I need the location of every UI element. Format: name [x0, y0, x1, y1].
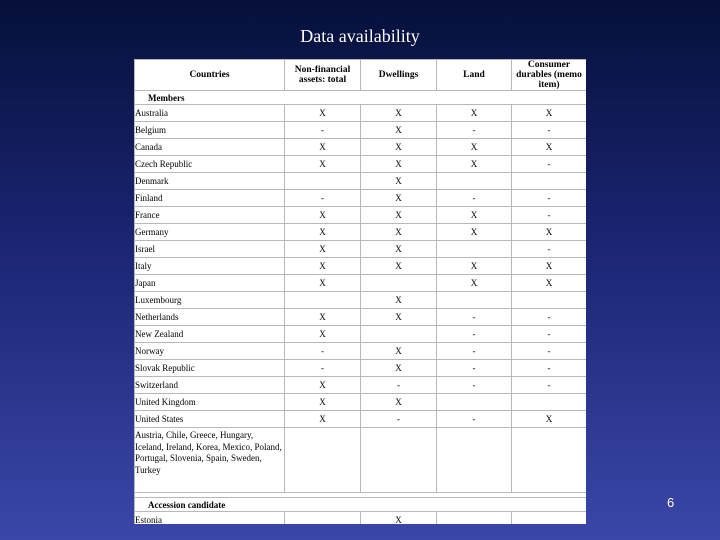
consumer-durables-cell: -	[512, 190, 587, 207]
country-cell: Luxembourg	[135, 292, 285, 309]
table-row	[135, 512, 587, 525]
country-cell: Belgium	[135, 122, 285, 139]
dwellings-cell: X	[361, 343, 437, 360]
non-financial-assets-cell: -	[285, 360, 361, 377]
land-cell	[437, 292, 512, 309]
non-financial-assets-cell: -	[285, 343, 361, 360]
consumer-durables-cell: -	[512, 241, 587, 258]
non-financial-assets-cell: X	[285, 275, 361, 292]
other-members-cell: Austria, Chile, Greece, Hungary, Iceland, Ireland, Korea, Mexico, Poland, Portugal, Slovenia, Spain, Sweden, Turkey	[135, 428, 285, 493]
consumer-durables-cell: X	[512, 105, 587, 122]
dwellings-cell: X	[361, 190, 437, 207]
table-row	[135, 173, 587, 190]
group-label-members: Members	[135, 91, 587, 105]
country-cell: New Zealand	[135, 326, 285, 343]
non-financial-assets-cell	[285, 173, 361, 190]
country-cell: Italy	[135, 258, 285, 275]
consumer-durables-cell: -	[512, 343, 587, 360]
country-cell: Denmark	[135, 173, 285, 190]
country-cell: Finland	[135, 190, 285, 207]
land-cell: -	[437, 326, 512, 343]
consumer-durables-cell: -	[512, 360, 587, 377]
dwellings-cell: X	[361, 360, 437, 377]
header-land: Land	[437, 60, 512, 91]
table-row	[135, 190, 587, 207]
land-cell	[437, 394, 512, 411]
dwellings-cell: X	[361, 224, 437, 241]
data-availability-table-container	[134, 59, 586, 524]
empty-cell	[361, 428, 437, 493]
slide-number: 6	[667, 495, 675, 510]
non-financial-assets-cell: -	[285, 190, 361, 207]
slide-title: Data availability	[300, 26, 420, 46]
header-dwellings: Dwellings	[361, 60, 437, 91]
table-row	[135, 139, 587, 156]
land-cell: X	[437, 105, 512, 122]
table-row	[135, 275, 587, 292]
non-financial-assets-cell: X	[285, 326, 361, 343]
land-cell: -	[437, 411, 512, 428]
data-availability-table	[134, 59, 586, 524]
country-cell: Estonia	[135, 512, 285, 525]
table-row	[135, 411, 587, 428]
group-row-accession	[135, 498, 587, 512]
consumer-durables-cell: -	[512, 207, 587, 224]
land-cell: X	[437, 139, 512, 156]
country-cell: United States	[135, 411, 285, 428]
non-financial-assets-cell	[285, 292, 361, 309]
table-row	[135, 156, 587, 173]
country-cell: United Kingdom	[135, 394, 285, 411]
non-financial-assets-cell: X	[285, 139, 361, 156]
dwellings-cell: X	[361, 394, 437, 411]
dwellings-cell: X	[361, 122, 437, 139]
land-cell: -	[437, 343, 512, 360]
non-financial-assets-cell: X	[285, 105, 361, 122]
consumer-durables-cell: -	[512, 309, 587, 326]
dwellings-cell: -	[361, 411, 437, 428]
consumer-durables-cell	[512, 394, 587, 411]
country-cell: Netherlands	[135, 309, 285, 326]
empty-cell	[285, 428, 361, 493]
dwellings-cell: X	[361, 241, 437, 258]
land-cell: -	[437, 360, 512, 377]
consumer-durables-cell	[512, 173, 587, 190]
country-cell: Slovak Republic	[135, 360, 285, 377]
land-cell	[437, 241, 512, 258]
non-financial-assets-cell: X	[285, 258, 361, 275]
dwellings-cell: X	[361, 156, 437, 173]
table-row	[135, 343, 587, 360]
country-cell: Australia	[135, 105, 285, 122]
header-consumer-durables: Consumer durables (memo item)	[512, 60, 587, 91]
land-cell: -	[437, 377, 512, 394]
consumer-durables-cell: X	[512, 258, 587, 275]
dwellings-cell: X	[361, 139, 437, 156]
dwellings-cell: X	[361, 207, 437, 224]
consumer-durables-cell: X	[512, 275, 587, 292]
land-cell: -	[437, 190, 512, 207]
dwellings-cell: X	[361, 173, 437, 190]
non-financial-assets-cell: X	[285, 207, 361, 224]
non-financial-assets-cell: X	[285, 394, 361, 411]
table-row	[135, 258, 587, 275]
land-cell	[437, 512, 512, 525]
dwellings-cell	[361, 275, 437, 292]
table-row	[135, 105, 587, 122]
country-cell: Japan	[135, 275, 285, 292]
country-cell: Czech Republic	[135, 156, 285, 173]
land-cell: X	[437, 207, 512, 224]
land-cell: -	[437, 122, 512, 139]
consumer-durables-cell: -	[512, 122, 587, 139]
dwellings-cell: X	[361, 105, 437, 122]
table-row	[135, 207, 587, 224]
non-financial-assets-cell: X	[285, 156, 361, 173]
country-cell: Canada	[135, 139, 285, 156]
land-cell	[437, 173, 512, 190]
table-row	[135, 326, 587, 343]
non-financial-assets-cell: X	[285, 224, 361, 241]
empty-cell	[437, 428, 512, 493]
consumer-durables-cell: X	[512, 139, 587, 156]
land-cell: X	[437, 156, 512, 173]
land-cell: X	[437, 224, 512, 241]
table-row	[135, 241, 587, 258]
dwellings-cell: X	[361, 309, 437, 326]
dwellings-cell	[361, 326, 437, 343]
country-cell: Switzerland	[135, 377, 285, 394]
land-cell: -	[437, 309, 512, 326]
dwellings-cell: X	[361, 292, 437, 309]
consumer-durables-cell: X	[512, 224, 587, 241]
non-financial-assets-cell: -	[285, 122, 361, 139]
table-row	[135, 360, 587, 377]
header-row	[135, 60, 587, 91]
non-financial-assets-cell: X	[285, 241, 361, 258]
table-row	[135, 122, 587, 139]
dwellings-cell: X	[361, 258, 437, 275]
consumer-durables-cell: -	[512, 156, 587, 173]
header-countries: Countries	[135, 60, 285, 91]
consumer-durables-cell: X	[512, 411, 587, 428]
table-row	[135, 292, 587, 309]
non-financial-assets-cell: X	[285, 411, 361, 428]
consumer-durables-cell	[512, 512, 587, 525]
table-row	[135, 309, 587, 326]
consumer-durables-cell	[512, 292, 587, 309]
dwellings-cell: X	[361, 512, 437, 525]
group-label-accession: Accession candidate	[135, 498, 587, 512]
table-row	[135, 377, 587, 394]
table-row-other-members	[135, 428, 587, 493]
non-financial-assets-cell: X	[285, 309, 361, 326]
non-financial-assets-cell	[285, 512, 361, 525]
group-row-members	[135, 91, 587, 105]
header-non-financial-assets: Non-financial assets: total	[285, 60, 361, 91]
country-cell: Israel	[135, 241, 285, 258]
dwellings-cell: -	[361, 377, 437, 394]
table-row	[135, 394, 587, 411]
table-body	[135, 91, 587, 525]
land-cell: X	[437, 258, 512, 275]
table-row	[135, 224, 587, 241]
empty-cell	[512, 428, 587, 493]
land-cell: X	[437, 275, 512, 292]
country-cell: France	[135, 207, 285, 224]
consumer-durables-cell: -	[512, 377, 587, 394]
consumer-durables-cell: -	[512, 326, 587, 343]
country-cell: Germany	[135, 224, 285, 241]
non-financial-assets-cell: X	[285, 377, 361, 394]
country-cell: Norway	[135, 343, 285, 360]
